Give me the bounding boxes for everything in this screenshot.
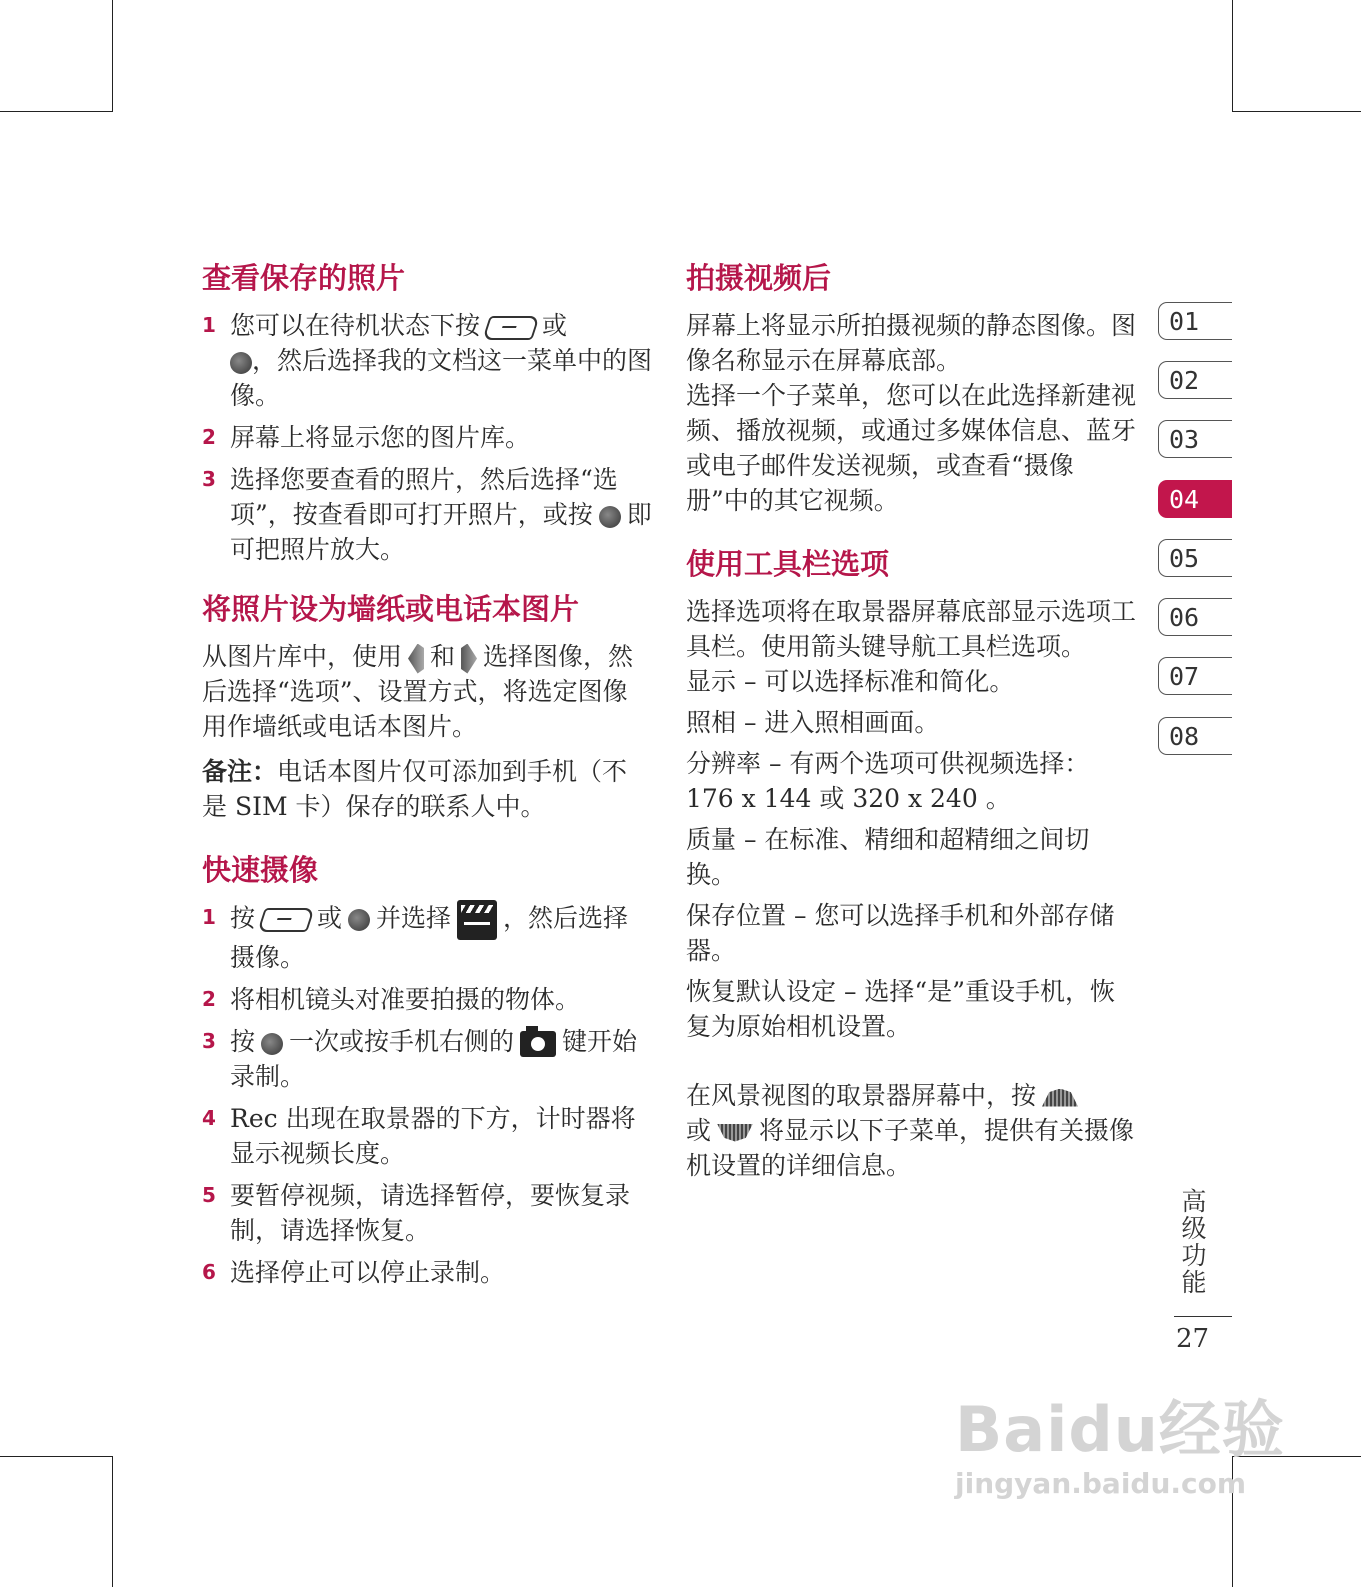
list-item: 3 选择您要查看的照片，然后选择“选项”，按查看即可打开照片，或按 即可把照片放大。 bbox=[202, 462, 652, 567]
page-number: 27 bbox=[1176, 1324, 1210, 1354]
tab-05[interactable]: 05 bbox=[1158, 539, 1232, 577]
list-item: 4 Rec 出现在取景器的下方，计时器将显示视频长度。 bbox=[202, 1101, 652, 1171]
note-paragraph: 备注：电话本图片仅可添加到手机（不是 SIM 卡）保存的联系人中。 bbox=[202, 757, 628, 821]
up-volume-key-icon bbox=[1042, 1089, 1078, 1107]
crop-mark bbox=[1232, 111, 1361, 112]
option-quality: 质量 – 在标准、精细和超精细之间切换。 bbox=[686, 825, 1090, 889]
watermark-url: jingyan.baidu.com bbox=[955, 1467, 1247, 1500]
step-number: 3 bbox=[202, 1029, 216, 1053]
crop-mark bbox=[112, 0, 113, 112]
crop-mark bbox=[0, 1456, 113, 1457]
watermark-logo-text: Baidu经验 bbox=[955, 1393, 1285, 1466]
section-title-toolbar-options: 使用工具栏选项 bbox=[686, 547, 890, 581]
camera-key-icon bbox=[520, 1031, 556, 1057]
tab-07[interactable]: 07 bbox=[1158, 657, 1232, 695]
option-display: 显示 – 可以选择标准和简化。 bbox=[686, 667, 1015, 696]
step-number: 4 bbox=[202, 1106, 216, 1130]
option-save-location: 保存位置 – 您可以选择手机和外部存储器。 bbox=[686, 901, 1115, 965]
after-recording-paragraph-1: 屏幕上将显示所拍摄视频的静态图像。图像名称显示在屏幕底部。 bbox=[686, 311, 1137, 375]
soft-key-icon bbox=[482, 316, 540, 340]
list-item: 1 您可以在待机状态下按 或 ，然后选择我的文档这一菜单中的图像。 bbox=[202, 308, 652, 413]
step-number: 2 bbox=[202, 425, 216, 449]
right-arrow-key-icon bbox=[461, 644, 477, 674]
option-reset-defaults: 恢复默认设定 – 选择“是”重设手机，恢复为原始相机设置。 bbox=[686, 977, 1115, 1041]
step-number: 3 bbox=[202, 467, 216, 491]
ok-key-icon bbox=[261, 1033, 283, 1055]
divider bbox=[1174, 1316, 1232, 1317]
toolbar-intro: 选择选项将在取景器屏幕底部显示选项工具栏。使用箭头键导航工具栏选项。 bbox=[686, 597, 1137, 661]
list-item: 6 选择停止可以停止录制。 bbox=[202, 1255, 652, 1290]
tab-02[interactable]: 02 bbox=[1158, 361, 1232, 399]
section-title-set-wallpaper: 将照片设为墙纸或电话本图片 bbox=[202, 592, 580, 626]
option-camera: 照相 – 进入照相画面。 bbox=[686, 708, 940, 737]
ok-key-icon bbox=[599, 506, 621, 528]
wallpaper-paragraph: 从图片库中，使用 和 选择图像，然后选择“选项”、设置方式，将选定图像用作墙纸或电话本图片。 bbox=[202, 642, 634, 741]
tab-03[interactable]: 03 bbox=[1158, 420, 1232, 458]
watermark bbox=[955, 1380, 1285, 1500]
option-resolution: 分辨率 – 有两个选项可供视频选择：176 x 144 或 320 x 240 。 bbox=[686, 749, 1090, 813]
step-number: 2 bbox=[202, 987, 216, 1011]
section-title-quick-video: 快速摄像 bbox=[202, 853, 319, 887]
section-title-view-photos: 查看保存的照片 bbox=[202, 261, 406, 295]
crop-mark bbox=[1232, 0, 1233, 112]
tab-06[interactable]: 06 bbox=[1158, 598, 1232, 636]
left-arrow-key-icon bbox=[408, 644, 424, 674]
after-recording-paragraph-2: 选择一个子菜单，您可以在此选择新建视频、播放视频，或通过多媒体信息、蓝牙或电子邮件发送视频，或查看“摄像册”中的其它视频。 bbox=[686, 381, 1137, 515]
right-column bbox=[686, 258, 1136, 1183]
list-item: 2 将相机镜头对准要拍摄的物体。 bbox=[202, 982, 652, 1017]
down-volume-key-icon bbox=[717, 1124, 753, 1142]
tab-04[interactable]: 04 bbox=[1158, 480, 1232, 518]
view-photos-steps bbox=[202, 308, 652, 567]
soft-key-icon bbox=[257, 908, 315, 932]
landscape-paragraph: 在风景视图的取景器屏幕中，按 或 将显示以下子菜单，提供有关摄像机设置的详细信息。 bbox=[686, 1081, 1135, 1180]
step-number: 1 bbox=[202, 313, 216, 337]
list-item: 3 按 一次或按手机右侧的 键开始录制。 bbox=[202, 1024, 652, 1094]
crop-mark bbox=[0, 111, 113, 112]
left-column bbox=[202, 258, 652, 1297]
ok-key-icon bbox=[348, 909, 370, 931]
quick-video-steps bbox=[202, 900, 652, 1290]
ok-key-icon bbox=[230, 352, 252, 374]
step-number: 1 bbox=[202, 905, 216, 929]
step-number: 6 bbox=[202, 1260, 216, 1284]
note-label: 备注： bbox=[202, 757, 278, 786]
crop-mark bbox=[112, 1456, 113, 1587]
chapter-label: 高级功能 bbox=[1178, 1188, 1207, 1296]
tab-01[interactable]: 01 bbox=[1158, 302, 1232, 340]
list-item: 2 屏幕上将显示您的图片库。 bbox=[202, 420, 652, 455]
video-camera-menu-icon bbox=[457, 900, 497, 940]
step-number: 5 bbox=[202, 1183, 216, 1207]
list-item: 5 要暂停视频，请选择暂停，要恢复录制，请选择恢复。 bbox=[202, 1178, 652, 1248]
list-item: 1 按 或 并选择 ，然后选择摄像。 bbox=[202, 900, 652, 975]
tab-08[interactable]: 08 bbox=[1158, 717, 1232, 755]
section-title-after-recording: 拍摄视频后 bbox=[686, 261, 832, 295]
